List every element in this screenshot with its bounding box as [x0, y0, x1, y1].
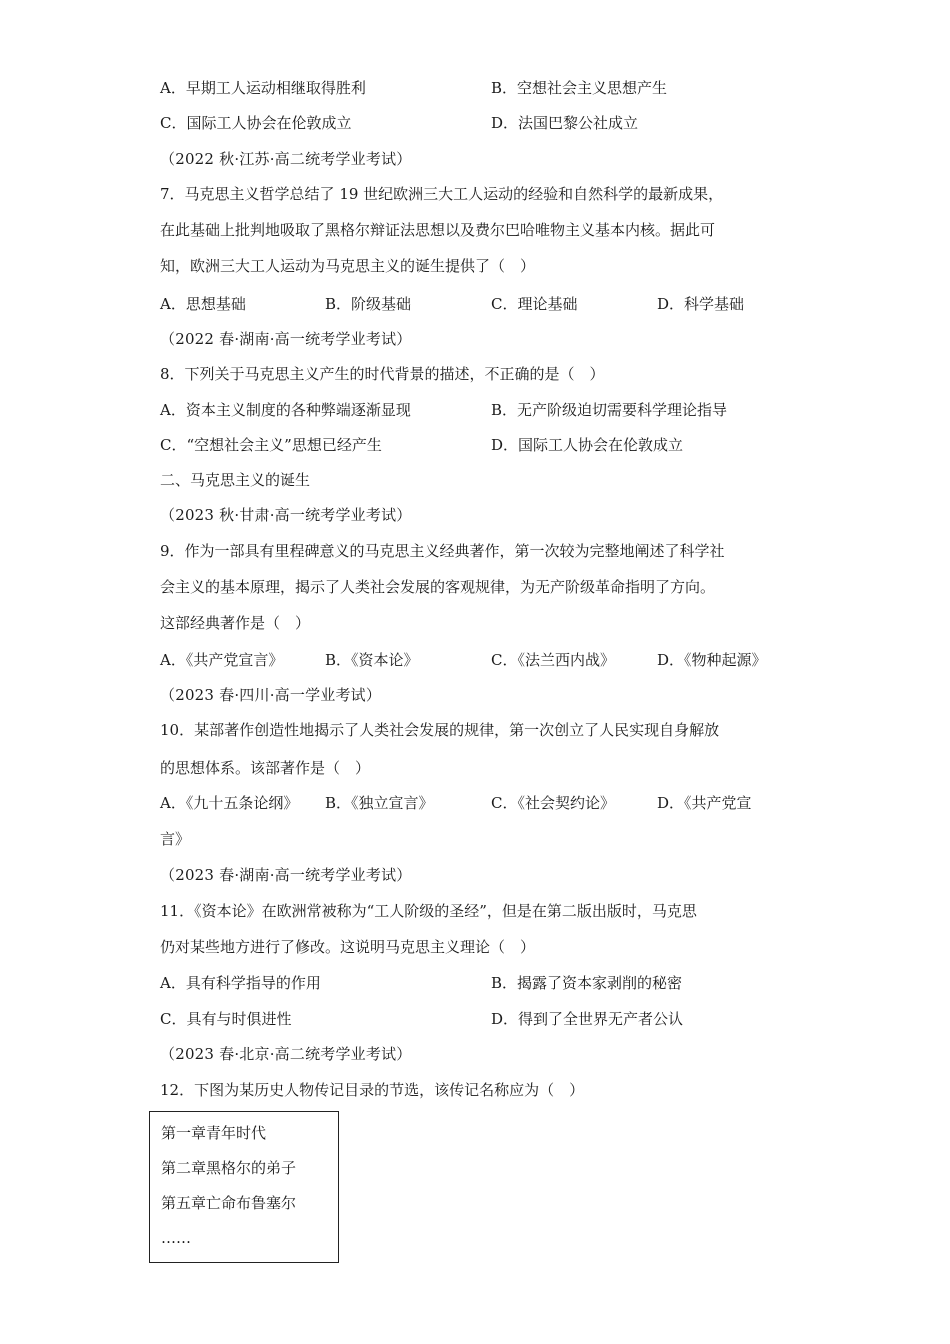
- q8-option-a[interactable]: A．资本主义制度的各种弊端逐渐显现: [160, 401, 411, 419]
- q7-options: [160, 292, 745, 316]
- section-heading: 二、马克思主义的诞生: [160, 471, 311, 489]
- q11-option-row-2: [160, 1007, 684, 1031]
- q9-stem-line-3: 这部经典著作是（ ）: [160, 614, 311, 632]
- q9-option-a[interactable]: A．《共产党宣言》: [160, 651, 284, 669]
- q10-options: [160, 791, 752, 815]
- q11-stem-line-1: 11．《资本论》在欧洲常被称为“工人阶级的圣经”，但是在第二版出版时，马克思: [160, 902, 697, 920]
- q7-option-d[interactable]: D．科学基础: [657, 295, 745, 313]
- contents-line: 第一章青年时代: [161, 1124, 267, 1142]
- q10-stem-line-1: 10．某部著作创造性地揭示了人类社会发展的规律，第一次创立了人民实现自身解放: [160, 721, 720, 739]
- q6-option-row-2: [160, 111, 639, 135]
- contents-line: 第五章亡命布鲁塞尔: [161, 1194, 297, 1212]
- q6-option-d[interactable]: D．法国巴黎公社成立: [491, 114, 639, 132]
- q11-source: （2023 春·湖南·高一统考学业考试）: [160, 866, 412, 884]
- q10-option-c[interactable]: C．《社会契约论》: [491, 794, 615, 812]
- q7-option-b[interactable]: B．阶级基础: [325, 295, 412, 313]
- q9-options: [160, 648, 767, 672]
- contents-ellipsis: ……: [161, 1229, 191, 1247]
- q9-option-d[interactable]: D．《物种起源》: [657, 651, 767, 669]
- q10-option-d-continued[interactable]: 言》: [160, 830, 191, 848]
- q8-stem-line-1: 8．下列关于马克思主义产生的时代背景的描述，不正确的是（ ）: [160, 365, 605, 383]
- q10-option-a[interactable]: A．《九十五条论纲》: [160, 794, 299, 812]
- q12-stem-line-1: 12．下图为某历史人物传记目录的节选，该传记名称应为（ ）: [160, 1081, 585, 1099]
- q8-option-d[interactable]: D．国际工人协会在伦敦成立: [491, 436, 684, 454]
- q9-option-b[interactable]: B．《资本论》: [325, 651, 419, 669]
- q10-source: （2023 春·四川·高一学业考试）: [160, 686, 382, 704]
- q11-option-row-1: [160, 971, 683, 995]
- q11-option-b[interactable]: B．揭露了资本家剥削的秘密: [491, 974, 683, 992]
- q7-option-a[interactable]: A．思想基础: [160, 295, 246, 313]
- q10-option-d[interactable]: D．《共产党宣: [657, 794, 752, 812]
- q11-stem-line-2: 仍对某些地方进行了修改。这说明马克思主义理论（ ）: [160, 938, 536, 956]
- q9-stem-line-1: 9．作为一部具有里程碑意义的马克思主义经典著作，第一次较为完整地阐述了科学社: [160, 542, 725, 560]
- q7-stem-line-2: 在此基础上批判地吸取了黑格尔辩证法思想以及费尔巴哈唯物主义基本内核。据此可: [160, 221, 716, 239]
- q11-option-d[interactable]: D．得到了全世界无产者公认: [491, 1010, 684, 1028]
- q9-source: （2023 秋·甘肃·高一统考学业考试）: [160, 506, 412, 524]
- q6-option-a[interactable]: A．早期工人运动相继取得胜利: [160, 79, 366, 97]
- q6-option-b[interactable]: B．空想社会主义思想产生: [491, 79, 668, 97]
- q12-source: （2023 春·北京·高二统考学业考试）: [160, 1045, 412, 1063]
- q7-source: （2022 秋·江苏·高二统考学业考试）: [160, 150, 412, 168]
- q6-option-row-1: [160, 76, 668, 100]
- q8-option-b[interactable]: B．无产阶级迫切需要科学理论指导: [491, 401, 728, 419]
- q11-option-a[interactable]: A．具有科学指导的作用: [160, 974, 321, 992]
- q7-option-c[interactable]: C．理论基础: [491, 295, 578, 313]
- q7-stem-line-3: 知，欧洲三大工人运动为马克思主义的诞生提供了（ ）: [160, 257, 536, 275]
- q11-option-c[interactable]: C．具有与时俱进性: [160, 1010, 292, 1028]
- q8-source: （2022 春·湖南·高一统考学业考试）: [160, 330, 412, 348]
- q10-stem-line-2: 的思想体系。该部著作是（ ）: [160, 759, 371, 777]
- q8-option-row-2: [160, 433, 684, 457]
- biography-contents-box: [149, 1111, 339, 1263]
- q6-option-c[interactable]: C．国际工人协会在伦敦成立: [160, 114, 352, 132]
- q8-option-c[interactable]: C．“空想社会主义”思想已经产生: [160, 436, 382, 454]
- q9-stem-line-2: 会主义的基本原理，揭示了人类社会发展的客观规律，为无产阶级革命指明了方向。: [160, 578, 716, 596]
- q10-option-b[interactable]: B．《独立宣言》: [325, 794, 434, 812]
- q7-stem-line-1: 7．马克思主义哲学总结了 19 世纪欧洲三大工人运动的经验和自然科学的最新成果，: [160, 185, 724, 203]
- q9-option-c[interactable]: C．《法兰西内战》: [491, 651, 615, 669]
- contents-line: 第二章黑格尔的弟子: [161, 1159, 297, 1177]
- q8-option-row-1: [160, 398, 728, 422]
